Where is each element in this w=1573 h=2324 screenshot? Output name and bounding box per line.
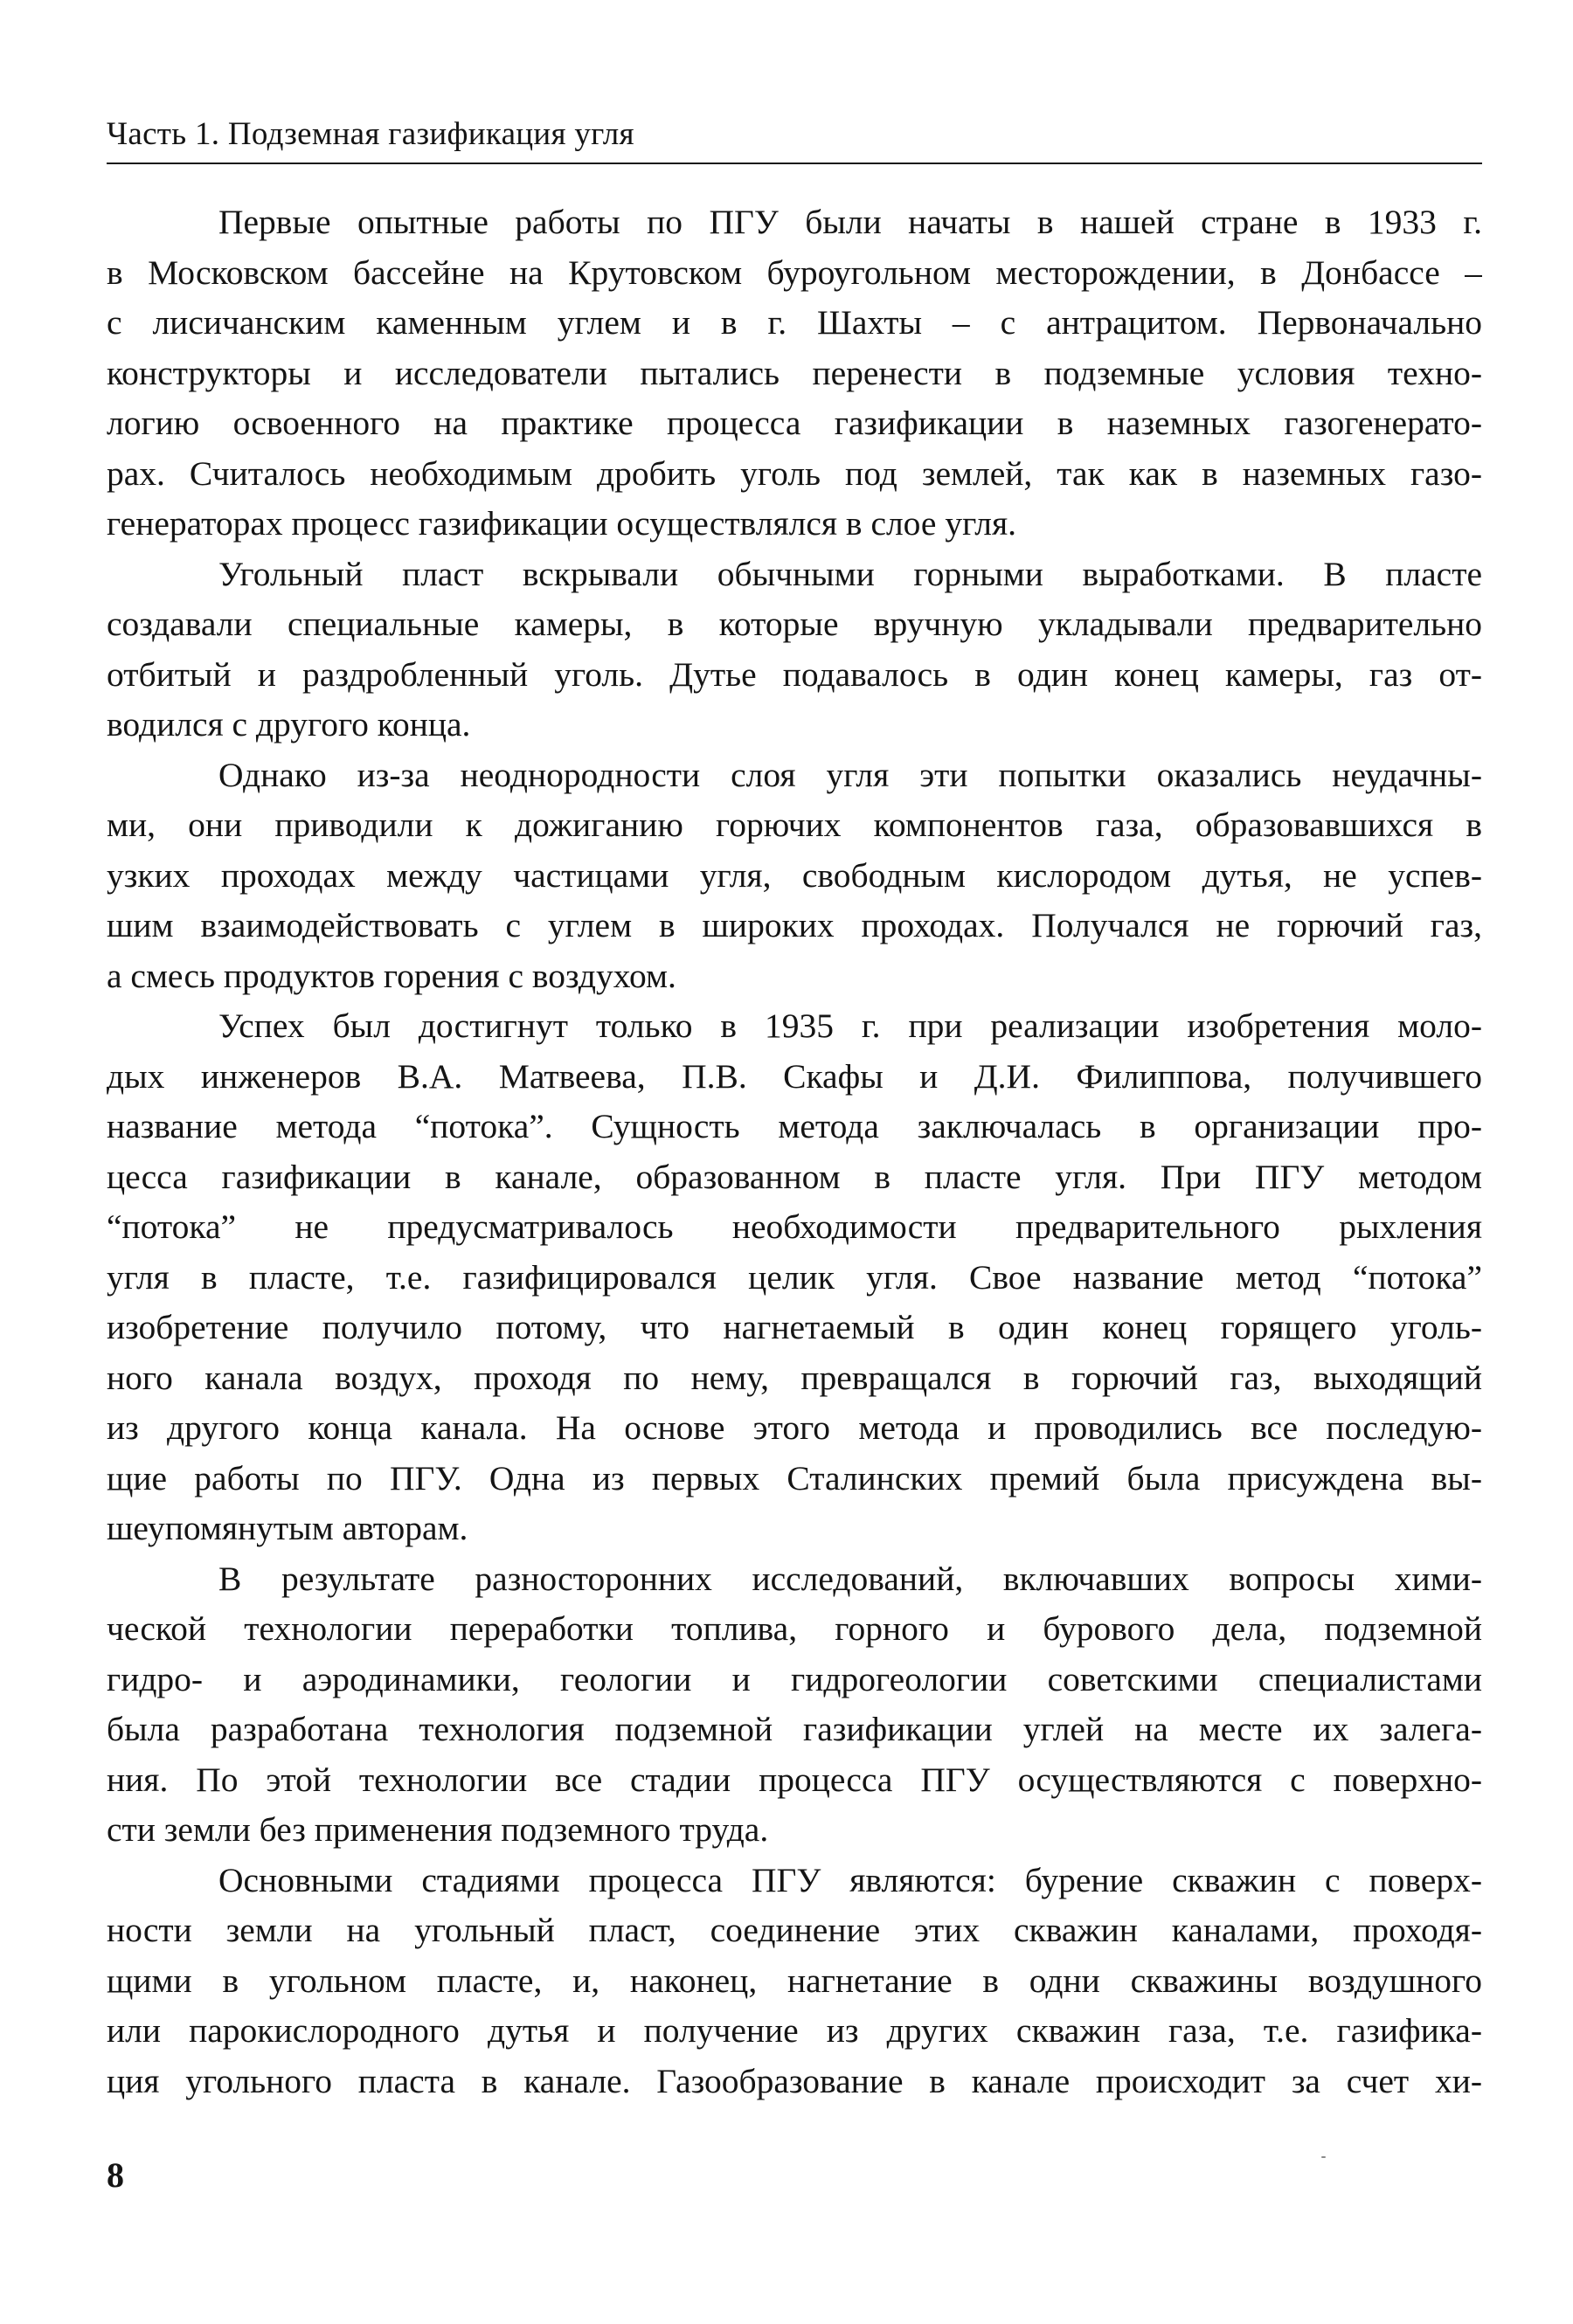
text-line: с лисичанским каменным углем и в г. Шахты – с антрацитом. Первоначально bbox=[107, 303, 1482, 342]
running-head-title: Часть 1. Подземная газификация угля bbox=[107, 116, 634, 152]
scan-speck bbox=[1321, 2156, 1326, 2158]
text-line: название метода “потока”. Сущность метода заключалась в организации про- bbox=[107, 1107, 1482, 1145]
text-line: ного канала воздух, проходя по нему, превращался в горючий газ, выходящий bbox=[107, 1358, 1482, 1397]
text-line: в Московском бассейне на Крутовском буроугольном месторождении, в Донбассе – bbox=[107, 252, 1482, 292]
book-page bbox=[107, 0, 1482, 2324]
page-number: 8 bbox=[107, 2155, 124, 2195]
text-line: ми, они приводили к дожиганию горючих компонентов газа, образовавшихся в bbox=[107, 806, 1482, 844]
text-line: Основными стадиями процесса ПГУ являются: бурение скважин с поверх- bbox=[218, 1860, 1482, 1899]
text-line: цесса газификации в канале, образованном в пласте угля. При ПГУ методом bbox=[107, 1157, 1482, 1196]
text-line: В результате разносторонних исследований, включавших вопросы хими- bbox=[218, 1559, 1482, 1598]
text-line: конструкторы и исследователи пытались перенести в подземные условия техно- bbox=[107, 353, 1482, 392]
text-line: шеупомянутым авторам. bbox=[107, 1509, 468, 1547]
text-line: сти земли без применения подземного труда. bbox=[107, 1810, 769, 1849]
paragraph-3 bbox=[107, 750, 1482, 1002]
text-line: гидро- и аэродинамики, геологии и гидрогеологии советскими специалистами bbox=[107, 1659, 1482, 1698]
text-line: щими в угольном пласте, и, наконец, нагнетание в одни скважины воздушного bbox=[107, 1961, 1482, 2000]
text-line: отбитый и раздробленный уголь. Дутье подавалось в один конец камеры, газ от- bbox=[107, 654, 1482, 694]
text-line: или парокислородного дутья и получение из других скважин газа, т.е. газифика- bbox=[107, 2011, 1482, 2050]
paragraph-4 bbox=[107, 1001, 1482, 1554]
paragraph-6 bbox=[107, 1856, 1482, 2107]
text-line: водился с другого конца. bbox=[107, 705, 471, 744]
paragraph-2 bbox=[107, 550, 1482, 750]
text-line: узких проходах между частицами угля, свободным кислородом дутья, не успев- bbox=[107, 855, 1482, 895]
text-line: Успех был достигнут только в 1935 г. при реализации изобретения моло- bbox=[218, 1006, 1482, 1045]
text-line: изобретение получило потому, что нагнетаемый в один конец горящего уголь- bbox=[107, 1308, 1482, 1346]
text-line: дых инженеров В.А. Матвеева, П.В. Скафы и Д.И. Филиппова, получившего bbox=[107, 1056, 1482, 1096]
text-line: Первые опытные работы по ПГУ были начаты в нашей стране в 1933 г. bbox=[218, 203, 1482, 241]
paragraph-1 bbox=[107, 197, 1482, 550]
text-line: ности земли на угольный пласт, соединение этих скважин каналами, проходя- bbox=[107, 1911, 1482, 1949]
text-line: а смесь продуктов горения с воздухом. bbox=[107, 956, 676, 995]
text-line: ния. По этой технологии все стадии процесса ПГУ осуществляются с поверхно- bbox=[107, 1760, 1482, 1799]
text-line: “потока” не предусматривалось необходимости предварительного рыхления bbox=[107, 1207, 1482, 1246]
text-line: логию освоенного на практике процесса газификации в наземных газогенерато- bbox=[107, 404, 1482, 442]
paragraph-5 bbox=[107, 1554, 1482, 1856]
text-line: угля в пласте, т.е. газифицировался целик угля. Свое название метод “потока” bbox=[107, 1257, 1482, 1297]
text-line: из другого конца канала. На основе этого метода и проводились все последую- bbox=[107, 1408, 1482, 1447]
text-line: ция угольного пласта в канале. Газообразование в канале происходит за счет хи- bbox=[107, 2061, 1482, 2100]
text-line: ческой технологии переработки топлива, горного и бурового дела, подземной bbox=[107, 1609, 1482, 1648]
text-line: Однако из-за неоднородности слоя угля эти попытки оказались неудачны- bbox=[218, 755, 1482, 794]
text-line: рах. Считалось необходимым дробить уголь под землей, так как в наземных газо- bbox=[107, 453, 1482, 493]
text-line: генераторах процесс газификации осуществлялся в слое угля. bbox=[107, 504, 1017, 543]
text-line: была разработана технология подземной газификации углей на месте их залега- bbox=[107, 1710, 1482, 1748]
header-rule bbox=[107, 163, 1482, 164]
text-line: щие работы по ПГУ. Одна из первых Сталинских премий была присуждена вы- bbox=[107, 1458, 1482, 1497]
text-line: шим взаимодействовать с углем в широких проходах. Получался не горючий газ, bbox=[107, 906, 1482, 944]
text-line: создавали специальные камеры, в которые вручную укладывали предварительно bbox=[107, 605, 1482, 643]
body-text bbox=[107, 197, 1482, 2106]
text-line: Угольный пласт вскрывали обычными горными выработками. В пласте bbox=[218, 554, 1482, 593]
